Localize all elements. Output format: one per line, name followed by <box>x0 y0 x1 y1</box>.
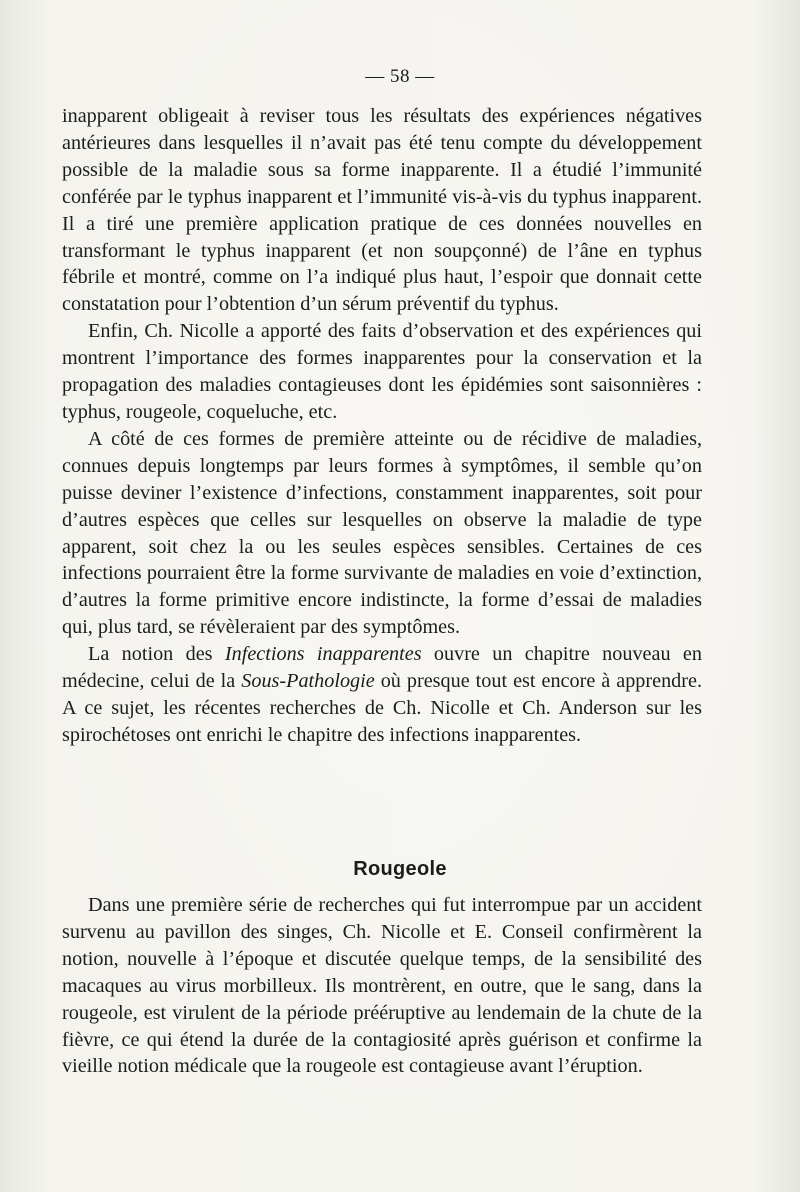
intro-text-block <box>62 103 702 749</box>
paragraph-4-seg-5: où presque tout est encore à apprendre. A ce sujet, les récentes recherches de Ch. Nicolle et Ch. Anderson sur les spirochétoses ont enrichi le chapitre des infections inapparentes. <box>62 670 702 746</box>
paragraph-4-seg-2-italic: Infections inapparentes <box>224 643 422 666</box>
paragraph-4-seg-4-italic: Sous-Pathologie <box>241 670 375 693</box>
section-paragraph-1: Dans une première série de recherches qui fut interrompue par un accident survenu au pavillon des singes, Ch. Nicolle et E. Conseil confirmèrent la notion, nouvelle à l’époque et discutée quelque temps, de la sensibilité des macaques au virus morbilleux. Ils montrèrent, en outre, que le sang, dans la rougeole, est virulent de la période prééruptive au lendemain de la chute de la fièvre, ce qui étend la durée de la contagiosité après guérison et confirme la vieille notion médicale que la rougeole est contagieuse avant l’éruption. <box>62 894 702 1078</box>
paragraph-3: A côté de ces formes de première atteinte ou de récidive de maladies, connues depuis longtemps par leurs formes à symptômes, il semble qu’on puisse deviner l’existence d’infections, constamment inapparentes, soit pour d’autres espèces que celles sur lesquelles on observe la maladie de type apparent, soit chez la ou les seules espèces sensibles. Certaines de ces infections pourraient être la forme survivante de maladies en voie d’extinction, d’autres la forme primitive encore indistincte, la forme d’essai de maladies qui, plus tard, se révèleraient par des symptômes. <box>62 427 702 639</box>
paragraph-2: Enfin, Ch. Nicolle a apporté des faits d’observation et des expériences qui montrent l’importance des formes inapparentes pour la conservation et la propagation des maladies contagieuses dont les épidémies sont saisonnières : typhus, rougeole, coqueluche, etc. <box>62 320 702 423</box>
paragraph-4 <box>62 641 702 749</box>
paragraph-4-seg-1: La notion des <box>88 643 225 666</box>
paragraph-4-seg-3: ouvre un chapitre nouveau en médecine, celui de la <box>62 643 702 693</box>
paragraph-1: inapparent obligeait à reviser tous les résultats des expériences négatives antérieures dans lesquelles il n’avait pas été tenu compte du développement possible de la maladie sous sa forme inapparente. Il a étudié l’immunité conférée par le typhus inapparent et l’immunité vis-à-vis du typhus inapparent. Il a tiré une première application pratique de ces données nouvelles en transformant le typhus inapparent (et non soupçonné) de l’âne en typhus fébrile et montré, comme on l’a indiqué plus haut, l’espoir que donnait cette constatation pour l’obtention d’un sérum préventif du typhus. <box>62 105 702 316</box>
section-title: Rougeole <box>353 858 447 880</box>
section-text-block <box>62 892 702 1080</box>
page-number: — 58 — <box>365 66 435 87</box>
